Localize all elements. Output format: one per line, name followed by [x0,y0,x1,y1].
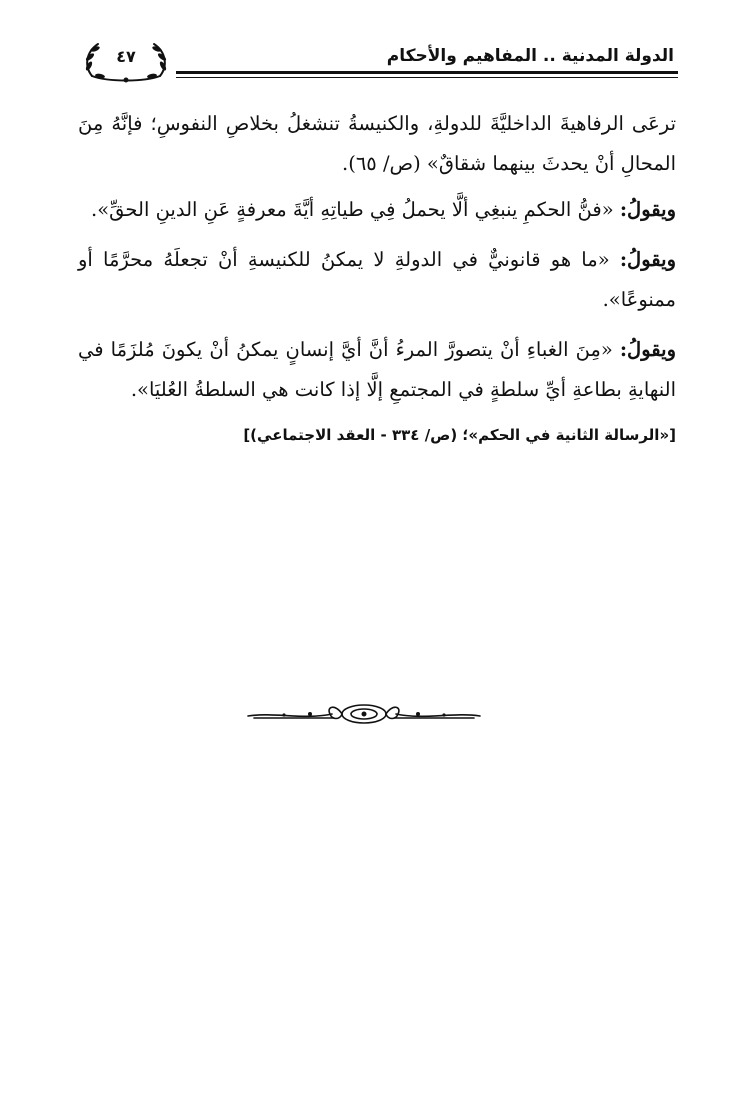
paragraph-2-lead: ويقولُ: [619,198,676,221]
paragraph-1 [78,104,676,184]
source-citation: [«الرسالة الثانية في الحكم»؛ (ص/ ٣٣٤ - العقد الاجتماعي)] [243,426,676,444]
page-header [72,34,684,84]
paragraph-4-text: «مِنَ الغباءِ أنْ يتصورَّ المرءُ أنَّ أيَّ إنسانٍ يمكنُ أنْ يكونَ مُلزَمًا في النهايةِ بطاعةِ أيِّ سلطةٍ في المجتمعِ إلَّا إذا كانت هي السلطةُ العُليَا». [78,338,676,401]
scroll-divider-icon [244,700,484,728]
paragraph-1-text: ترعَى الرفاهيةَ الداخليَّةَ للدولةِ، والكنيسةُ تنشغلُ بخلاصِ النفوسِ؛ فإنَّهُ مِنَ المحالِ أنْ يحدثَ بينهما شقاقٌ» (ص/ ٦٥). [78,112,676,175]
paragraph-3 [78,240,676,320]
running-title: الدولة المدنية .. المفاهيم والأحكام [386,46,674,66]
paragraph-2-text: «فنُّ الحكمِ ينبغِي ألَّا يحملُ فِي طياتِهِ أيَّةَ معرفةٍ عَنِ الدينِ الحقِّ». [91,198,614,221]
paragraph-2 [78,190,676,230]
paragraph-3-text: «ما هو قانونيٌّ في الدولةِ لا يمكنُ للكنيسةِ أنْ تجعلَهُ محرَّمًا أو ممنوعًا». [78,248,676,311]
header-rule-thin [176,77,678,78]
paragraph-4 [78,330,676,410]
paragraph-4-lead: ويقولُ: [619,338,677,361]
page-body [78,104,676,450]
paragraph-3-lead: ويقولُ: [619,248,676,271]
page-number: ٤٧ [116,47,136,66]
header-rule-thick [176,71,678,74]
